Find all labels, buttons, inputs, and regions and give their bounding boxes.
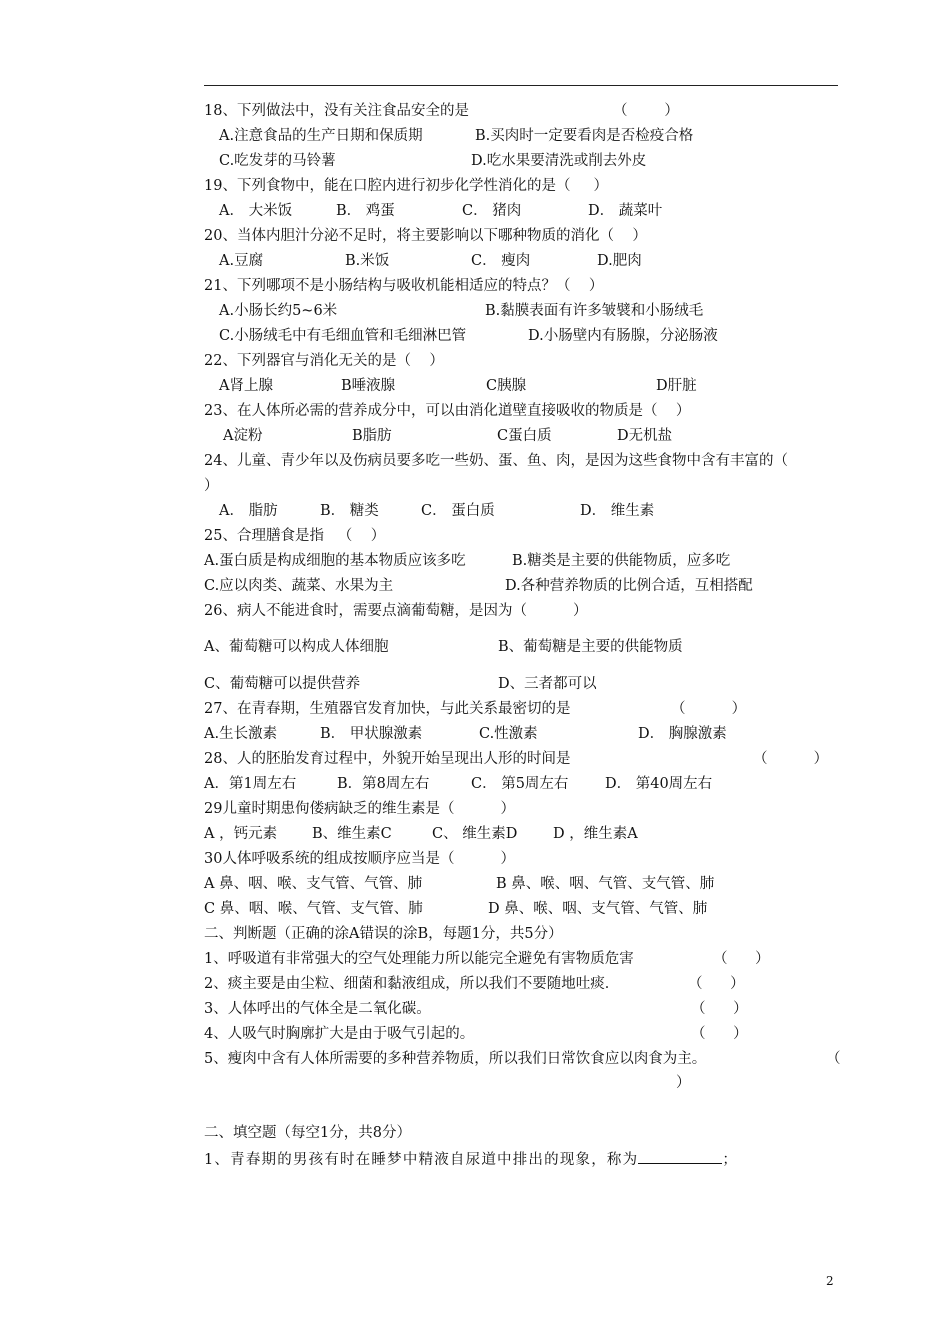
q30-option-a: A 鼻、咽、喉、支气管、气管、肺	[204, 876, 423, 892]
q23-option-a: A淀粉	[223, 428, 263, 444]
q25-option-a: A.蛋白质是构成细胞的基本物质应该多吃	[204, 553, 466, 569]
q18-stem: 18、下列做法中，没有关注食品安全的是	[204, 103, 469, 119]
q28-option-d: D． 第40周左右	[605, 776, 713, 792]
fill-q1-text: 1、青春期的男孩有时在睡梦中精液自尿道中排出的现象，称为	[204, 1152, 639, 1168]
q23-option-d: D无机盐	[617, 428, 673, 444]
q19-stem: 19、下列食物中，能在口腔内进行初步化学性消化的是（ ）	[204, 178, 608, 194]
q22-option-b: B唾液腺	[341, 378, 396, 394]
q24-option-c: C． 蛋白质	[421, 503, 495, 519]
q24-stem-continued: ）	[204, 478, 219, 494]
q21-stem: 21、下列哪项不是小肠结构与吸收机能相适应的特点？（ ）	[204, 278, 604, 294]
judge-heading: 二、判断题（正确的涂A错误的涂B，每题1分，共5分）	[204, 926, 563, 942]
q22-option-c: C胰腺	[486, 378, 527, 394]
q19-option-a: A． 大米饭	[219, 203, 293, 219]
q30-stem: 30人体呼吸系统的组成按顺序应当是（ ）	[204, 851, 516, 867]
judge-item-4-paren: （ ）	[691, 1026, 748, 1042]
q25-option-b: B.糖类是主要的供能物质，应多吃	[512, 553, 731, 569]
q29-stem: 29儿童时期患佝偻病缺乏的维生素是（ ）	[204, 801, 516, 817]
q25-option-d: D.各种营养物质的比例合适，互相搭配	[505, 578, 753, 594]
q18-option-c: C.吃发芽的马铃薯	[219, 153, 336, 169]
q21-option-d: D.小肠壁内有肠腺，分泌肠液	[528, 328, 718, 344]
header-rule	[204, 85, 838, 86]
q18-answer-paren: （ ）	[613, 103, 679, 119]
judge-item-2-paren: （ ）	[688, 976, 745, 992]
q27-stem: 27、在青春期，生殖器官发育加快，与此关系最密切的是	[204, 701, 571, 717]
q28-stem: 28、人的胚胎发育过程中，外貌开始呈现出人形的时间是	[204, 751, 571, 767]
q19-option-d: D． 蔬菜叶	[588, 203, 663, 219]
q26-stem: 26、病人不能进食时，需要点滴葡萄糖，是因为（ ）	[204, 603, 588, 619]
q26-option-c: C、葡萄糖可以提供营养	[204, 676, 361, 692]
q24-stem: 24、儿童、青少年以及伤病员要多吃一些奶、蛋、鱼、肉，是因为这些食物中含有丰富的（	[204, 453, 788, 469]
judge-item-3-paren: （ ）	[691, 1001, 748, 1017]
q21-option-b: B.黏膜表面有许多皱襞和小肠绒毛	[485, 303, 704, 319]
q29-option-b: B、维生素C	[312, 826, 392, 842]
fill-q1-end: ；	[722, 1152, 739, 1168]
q18-option-d: D.吃水果要清洗或削去外皮	[471, 153, 647, 169]
q29-option-d: D ，维生素A	[553, 826, 638, 842]
q21-option-c: C.小肠绒毛中有毛细血管和毛细淋巴管	[219, 328, 467, 344]
q30-option-c: C 鼻、咽、喉、气管、支气管、肺	[204, 901, 423, 917]
q28-answer-paren: （ ）	[753, 751, 829, 767]
q22-option-a: A肾上腺	[219, 378, 273, 394]
q29-option-c: C、 维生素D	[432, 826, 518, 842]
fill-heading: 二、填空题（每空1分，共8分）	[204, 1125, 411, 1141]
q20-option-a: A.豆腐	[219, 253, 264, 269]
fill-q1	[204, 1149, 738, 1169]
judge-item-1-paren: （ ）	[713, 951, 770, 967]
judge-item-4: 4、人吸气时胸廓扩大是由于吸气引起的。	[204, 1026, 475, 1042]
judge-item-1: 1、呼吸道有非常强大的空气处理能力所以能完全避免有害物质危害	[204, 951, 634, 967]
q20-option-d: D.肥肉	[597, 253, 642, 269]
q24-option-a: A． 脂肪	[219, 503, 278, 519]
judge-item-5-paren-open: （	[826, 1051, 841, 1067]
judge-item-3: 3、人体呼出的气体全是二氧化碳。	[204, 1001, 431, 1017]
q18-option-a: A.注意食品的生产日期和保质期	[219, 128, 423, 144]
q23-option-c: C蛋白质	[497, 428, 552, 444]
q26-option-b: B、葡萄糖是主要的供能物质	[498, 639, 683, 655]
q22-option-d: D肝脏	[656, 378, 697, 394]
q19-option-c: C． 猪肉	[462, 203, 522, 219]
q20-option-c: C． 瘦肉	[471, 253, 531, 269]
q28-option-c: C． 第5周左右	[471, 776, 569, 792]
q26-option-d: D、三者都可以	[498, 676, 597, 692]
q28-option-b: B．第8周左右	[337, 776, 430, 792]
q28-option-a: A．第1周左右	[204, 776, 297, 792]
q29-option-a: A ，钙元素	[204, 826, 278, 842]
q26-option-a: A、葡萄糖可以构成人体细胞	[204, 639, 389, 655]
judge-item-2: 2、痰主要是由尘粒、细菌和黏液组成，所以我们不要随地吐痰．	[204, 976, 620, 992]
q23-option-b: B脂肪	[352, 428, 392, 444]
q25-stem: 25、合理膳食是指 （ ）	[204, 528, 386, 544]
q21-option-a: A.小肠长约5~6米	[219, 303, 338, 319]
page-number: 2	[826, 1274, 834, 1288]
q30-option-d: D 鼻、喉、咽、支气管、气管、肺	[488, 901, 708, 917]
q27-option-d: D． 胸腺激素	[638, 726, 727, 742]
judge-item-5: 5、瘦肉中含有人体所需要的多种营养物质，所以我们日常饮食应以肉食为主。	[204, 1051, 707, 1067]
q24-option-d: D． 维生素	[580, 503, 655, 519]
q27-option-a: A.生长激素	[204, 726, 278, 742]
q20-option-b: B.米饭	[345, 253, 390, 269]
q22-stem: 22、下列器官与消化无关的是（ ）	[204, 353, 444, 369]
q19-option-b: B． 鸡蛋	[336, 203, 395, 219]
q20-stem: 20、当体内胆汁分泌不足时，将主要影响以下哪种物质的消化（ ）	[204, 228, 647, 244]
judge-item-5-paren-close: ）	[676, 1075, 691, 1091]
q25-option-c: C.应以肉类、蔬菜、水果为主	[204, 578, 394, 594]
q23-stem: 23、在人体所必需的营养成分中，可以由消化道壁直接吸收的物质是（ ）	[204, 403, 691, 419]
q27-answer-paren: （ ）	[671, 701, 747, 717]
fill-q1-blank[interactable]	[638, 1149, 722, 1164]
q24-option-b: B． 糖类	[320, 503, 379, 519]
q27-option-c: C.性激素	[479, 726, 538, 742]
q30-option-b: B 鼻、喉、咽、气管、支气管、肺	[496, 876, 715, 892]
q27-option-b: B． 甲状腺激素	[320, 726, 423, 742]
q18-option-b: B.买肉时一定要看肉是否检疫合格	[475, 128, 694, 144]
